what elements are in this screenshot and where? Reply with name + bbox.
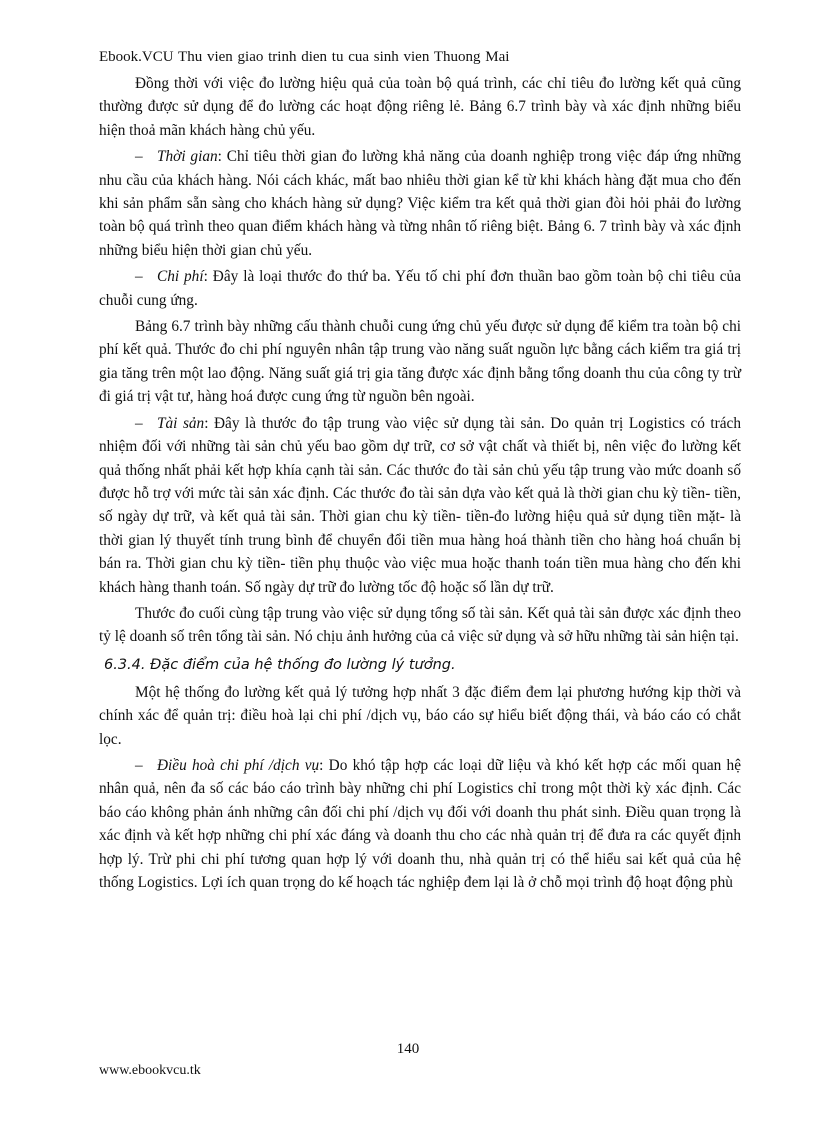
bullet-text: : Đây là thước đo tập trung vào việc sử dụng tài sản. Do quản trị Logistics có trách nhiệm đối với những tài sản chủ yếu bao gồm dự trữ, cơ sở vật chất và thiết bị, nên việc đo lường kết quả thống nhất phải kết hợp khía cạnh tài sản. Các thước đo tài sản chủ yếu tập trung vào mức doanh số được hỗ trợ với mức tài sản xác định. Các thước đo tài sản dựa vào kết quả là thời gian chu kỳ tiền- tiền, số ngày dự trữ, và kết quả tài sản. Thời gian chu kỳ tiền- tiền-đo lường hiệu quả sử dụng tiền mặt- là thời gian lý thuyết tính trung bình để chuyển đổi tiền mua hàng hoá thành tiền cho hàng hoá chuẩn bị bán ra. Thời gian chu kỳ tiền- tiền phụ thuộc vào việc mua hoặc thanh toán tiền mua hàng cho đến khi khách hàng thanh toán. Số ngày dự trữ đo lường tốc độ hoặc số lần dự trữ.: [99, 414, 741, 596]
paragraph: Thước đo cuối cùng tập trung vào việc sử dụng tổng số tài sản. Kết quả tài sản được xác định theo tỷ lệ doanh số trên tổng tài sản. Nó chịu ảnh hưởng của cả việc sử dụng và sở hữu những tài sản hiện tại.: [99, 604, 741, 646]
body-text: [99, 72, 741, 897]
bullet-paragraph-cost-service: [99, 754, 741, 894]
section-heading: 6.3.4. Đặc điểm của hệ thống đo lường lý tưởng.: [104, 656, 456, 673]
footer-url[interactable]: www.ebookvcu.tk: [99, 1063, 201, 1078]
term-cost-service: Điều hoà chi phí /dịch vụ: [157, 756, 320, 774]
bullet-text: : Chỉ tiêu thời gian đo lường khả năng của doanh nghiệp trong việc đáp ứng những nhu cầu của khách hàng. Nói cách khác, mất bao nhiêu thời gian kể từ khi khách hàng đặt mua cho đến khi sản phẩm sẵn sàng cho khách hàng sử dụng? Việc kiểm tra kết quả thời gian đòi hỏi phải đo lường toàn bộ quá trình theo quan điểm khách hàng và từng nhân tố riêng biệt. Bảng 6. 7 trình bày và xác định những biểu hiện thời gian chủ yếu.: [99, 148, 741, 259]
bullet-paragraph-assets: [99, 412, 741, 599]
bullet-paragraph-cost: [99, 265, 741, 312]
bullet-paragraph-time: [99, 145, 741, 262]
dash-marker: –: [135, 414, 143, 432]
term-assets: Tài sản: [157, 414, 205, 432]
paragraph: Một hệ thống đo lường kết quả lý tưởng hợp nhất 3 đặc điểm đem lại phương hướng kịp thời và chính xác để quản trị: điều hoà lại chi phí /dịch vụ, báo cáo sự hiểu biết động thái, và báo cáo có chắt lọc.: [99, 683, 741, 748]
page-number: 140: [396, 1041, 420, 1057]
dash-marker: –: [135, 268, 143, 286]
bullet-text: : Do khó tập hợp các loại dữ liệu và khó kết hợp các mối quan hệ nhân quả, nên đa số các báo cáo trình bày những chi phí Logistics chỉ trong một thời kỳ xác định. Các báo cáo không phản ánh những cân đối chi phí /dịch vụ đối với doanh thu phát sinh. Điều quan trọng là xác định và kết hợp những chi phí xác đáng và doanh thu cho các nhà quản trị để đưa ra các quyết định hợp lý. Trừ phi chi phí tương quan hợp lý với doanh thu, nhà quản trị có thể hiểu sai kết quả của hệ thống Logistics. Lợi ích quan trọng do kế hoạch tác nghiệp đem lại là ở chỗ mọi trình độ hoạt động phù: [99, 756, 741, 891]
paragraph: Bảng 6.7 trình bày những cấu thành chuỗi cung ứng chủ yếu được sử dụng để kiểm tra toàn bộ chi phí kết quả. Thước đo chi phí nguyên nhân tập trung vào năng suất nguồn lực bằng cách kiểm tra giá trị gia tăng trên một lao động. Năng suất giá trị gia tăng được xác định bằng tổng doanh thu của công ty trừ đi giá trị vật tư, hàng hoá được cung ứng từ nguồn bên ngoài.: [99, 318, 741, 406]
dash-marker: –: [135, 148, 143, 166]
page-header: Ebook.VCU Thu vien giao trinh dien tu cua sinh vien Thuong Mai: [99, 49, 510, 65]
dash-marker: –: [135, 756, 143, 774]
paragraph: Đồng thời với việc đo lường hiệu quả của toàn bộ quá trình, các chỉ tiêu đo lường kết quả cũng thường được sử dụng để đo lường các hoạt động riêng lẻ. Bảng 6.7 trình bày và xác định những biểu hiện thoả mãn khách hàng chủ yếu.: [99, 75, 741, 139]
bullet-text: : Đây là loại thước đo thứ ba. Yếu tố chi phí đơn thuần bao gồm toàn bộ chi tiêu của chuỗi cung ứng.: [99, 268, 741, 309]
term-cost: Chi phí: [157, 268, 204, 286]
term-time: Thời gian: [157, 148, 218, 166]
